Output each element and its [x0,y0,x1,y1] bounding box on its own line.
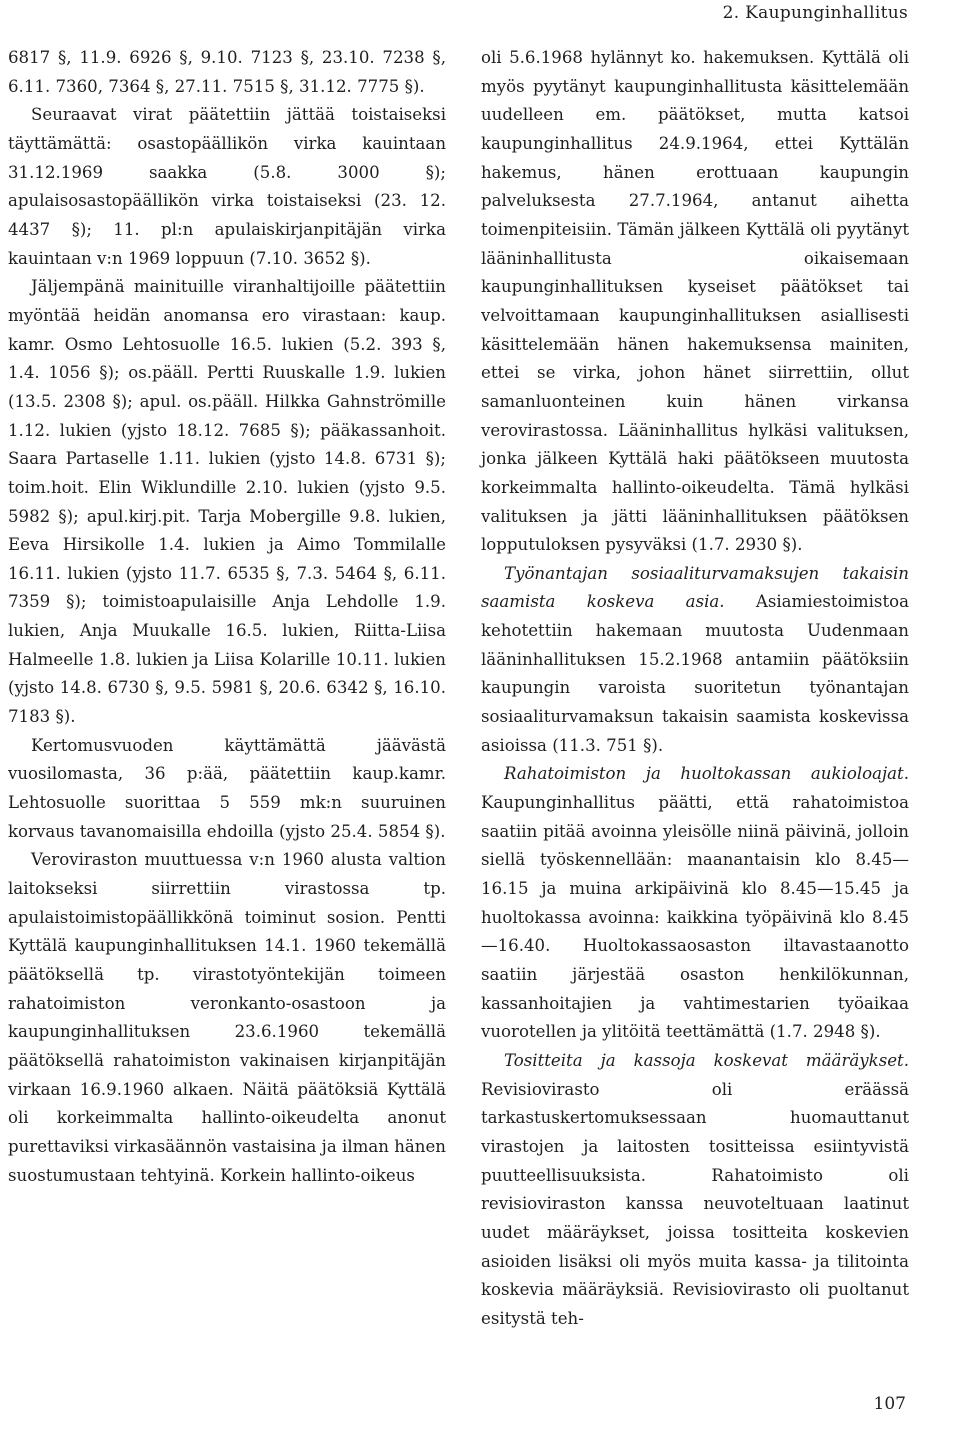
section-body: Revisiovirasto oli eräässä tarkastuskertomuksessaan huomauttanut virastojen ja laitosten tositteissa esiintyvistä puutteellisuuksista. Rahatoimisto oli revisioviraston kanssa neuvoteltuaan laatinut uudet määräykset, joissa tositteita koskevien asioiden lisäksi oli myös muita kassa- ja tilitointa koskevia määräyksiä. Revisiovirasto oli puoltanut esitystä teh- [481,1079,909,1328]
left-column [8,44,446,1190]
paragraph-continuation: 6817 §, 11.9. 6926 §, 9.10. 7123 §, 23.10. 7238 §, 6.11. 7360, 7364 §, 27.11. 7515 §, 31.12. 7775 §). [8,48,446,96]
running-head: 2. Kaupunginhallitus [722,3,908,23]
section-body: Asiamiestoimistoa kehotettiin hakemaan muutosta Uudenmaan lääninhallituksen 15.2.1968 antamiin päätöksiin kaupungin varoista suoritetun työnantajan sosiaaliturvamaksun takaisin saamista koskevissa asioissa (11.3. 751 §). [481,592,909,755]
section-social-security [481,560,909,761]
page-number: 107 [873,1394,906,1414]
paragraph-kyttala-case: Veroviraston muuttuessa v:n 1960 alusta valtion laitokseksi siirrettiin virastossa tp. apulaistoimistopäällikkönä toiminut sosion. Pentti Kyttälä kaupunginhallituksen 14.1. 1960 tekemällä päätöksellä tp. virastotyöntekijän toimeen rahatoimiston veronkanto-osastoon ja kaupunginhallituksen 23.6.1960 tekemällä päätöksellä rahatoimiston vakinaisen kirjanpitäjän virkaan 16.9.1960 alkaen. Näitä päätöksiä Kyttälä oli korkeimmalta hallinto-oikeudelta anonut purettaviksi virkasäännön vastaisina ja ilman hänen suostumustaan tehtyinä. Korkein hallinto-oikeus [8,850,446,1185]
section-heading: Tositteita ja kassoja koskevat määräykset. [504,1050,909,1070]
section-vouchers [481,1047,909,1334]
paragraph-kyttala-continuation: oli 5.6.1968 hylännyt ko. hakemuksen. Kyttälä oli myös pyytänyt kaupunginhallitusta käsittelemään uudelleen em. päätökset, mutta katsoi kaupunginhallitus 24.9.1964, ettei Kyttälän hakemus, hänen erottuaan kaupungin palveluksesta 27.7.1964, antanut aihetta toimenpiteisiin. Tämän jälkeen Kyttälä oli pyytänyt lääninhallitusta oikaisemaan kaupunginhallituksen kyseiset päätökset tai velvoittamaan kaupunginhallituksen asiallisesti käsittelemään hänen hakemuksensa mainiten, ettei se virka, johon hänet siirrettiin, ollut samanluonteinen kuin hänen virkansa verovirastossa. Lääninhallitus hylkäsi valituksen, jonka jälkeen Kyttälä haki päätökseen muutosta korkeimmalta hallinto-oikeudelta. Tämä hylkäsi valituksen ja jätti lääninhallituksen päätöksen lopputuloksen pysyväksi (1.7. 2930 §). [481,48,909,555]
right-column [481,44,909,1334]
section-heading: Rahatoimiston ja huoltokassan aukioloajat. [504,764,909,784]
paragraph-holiday-compensation: Kertomusvuoden käyttämättä jäävästä vuosilomasta, 36 p:ää, päätettiin kaup.kamr. Lehtosuolle suorittaa 5 559 mk:n suuruinen korvaus tavanomaisilla ehdoilla (yjsto 25.4. 5854 §). [8,735,446,841]
section-opening-hours [481,760,909,1047]
paragraph-resignations: Jäljempänä mainituille viranhaltijoille päätettiin myöntää heidän anomansa ero virastaan: kaup. kamr. Osmo Lehtosuolle 16.5. lukien (5.2. 393 §, 1.4. 1056 §); os.pääll. Pertti Ruuskalle 1.9. lukien (13.5. 2308 §); apul. os.pääll. Hilkka Gahnströmille 1.12. lukien (yjsto 18.12. 7685 §); pääkassanhoit. Saara Partaselle 1.11. lukien (yjsto 14.8. 6731 §); toim.hoit. Elin Wiklundille 2.10. lukien (yjsto 9.5. 5982 §); apul.kirj.pit. Tarja Mobergille 9.8. lukien, Eeva Hirsikolle 1.4. lukien ja Aimo Tommilalle 16.11. lukien (yjsto 11.7. 6535 §, 7.3. 5464 §, 6.11. 7359 §); toimistoapulaisille Anja Lehdolle 1.9. lukien, Anja Muukalle 16.5. lukien, Riitta-Liisa Halmeelle 1.8. lukien ja Liisa Kolarille 10.11. lukien (yjsto 14.8. 6730 §, 9.5. 5981 §, 20.6. 6342 §, 16.10. 7183 §). [8,277,446,727]
section-heading: Työnantajan sosiaaliturvamaksujen takaisin saamista koskeva asia. [481,563,909,612]
section-body: Kaupunginhallitus päätti, että rahatoimistoa saatiin pitää avoinna yleisölle niinä päivinä, jolloin siellä työskennellään: maanantaisin klo 8.45—16.15 ja muina arkipäivinä klo 8.45—15.45 ja huoltokassa avoinna: kaikkina työpäivinä klo 8.45—16.40. Huoltokassaosaston iltavastaanotto saatiin järjestää osaston henkilökunnan, kassanhoitajien ja vahtimestarien työaikaa vuorotellen ja ylitöitä teettämättä (1.7. 2948 §). [481,793,909,1042]
paragraph-vacant-posts: Seuraavat virat päätettiin jättää toistaiseksi täyttämättä: osastopäällikön virka kauintaan 31.12.1969 saakka (5.8. 3000 §); apulaisosastopäällikön virka toistaiseksi (23. 12. 4437 §); 11. pl:n apulaiskirjanpitäjän virka kauintaan v:n 1969 loppuun (7.10. 3652 §). [8,105,446,268]
